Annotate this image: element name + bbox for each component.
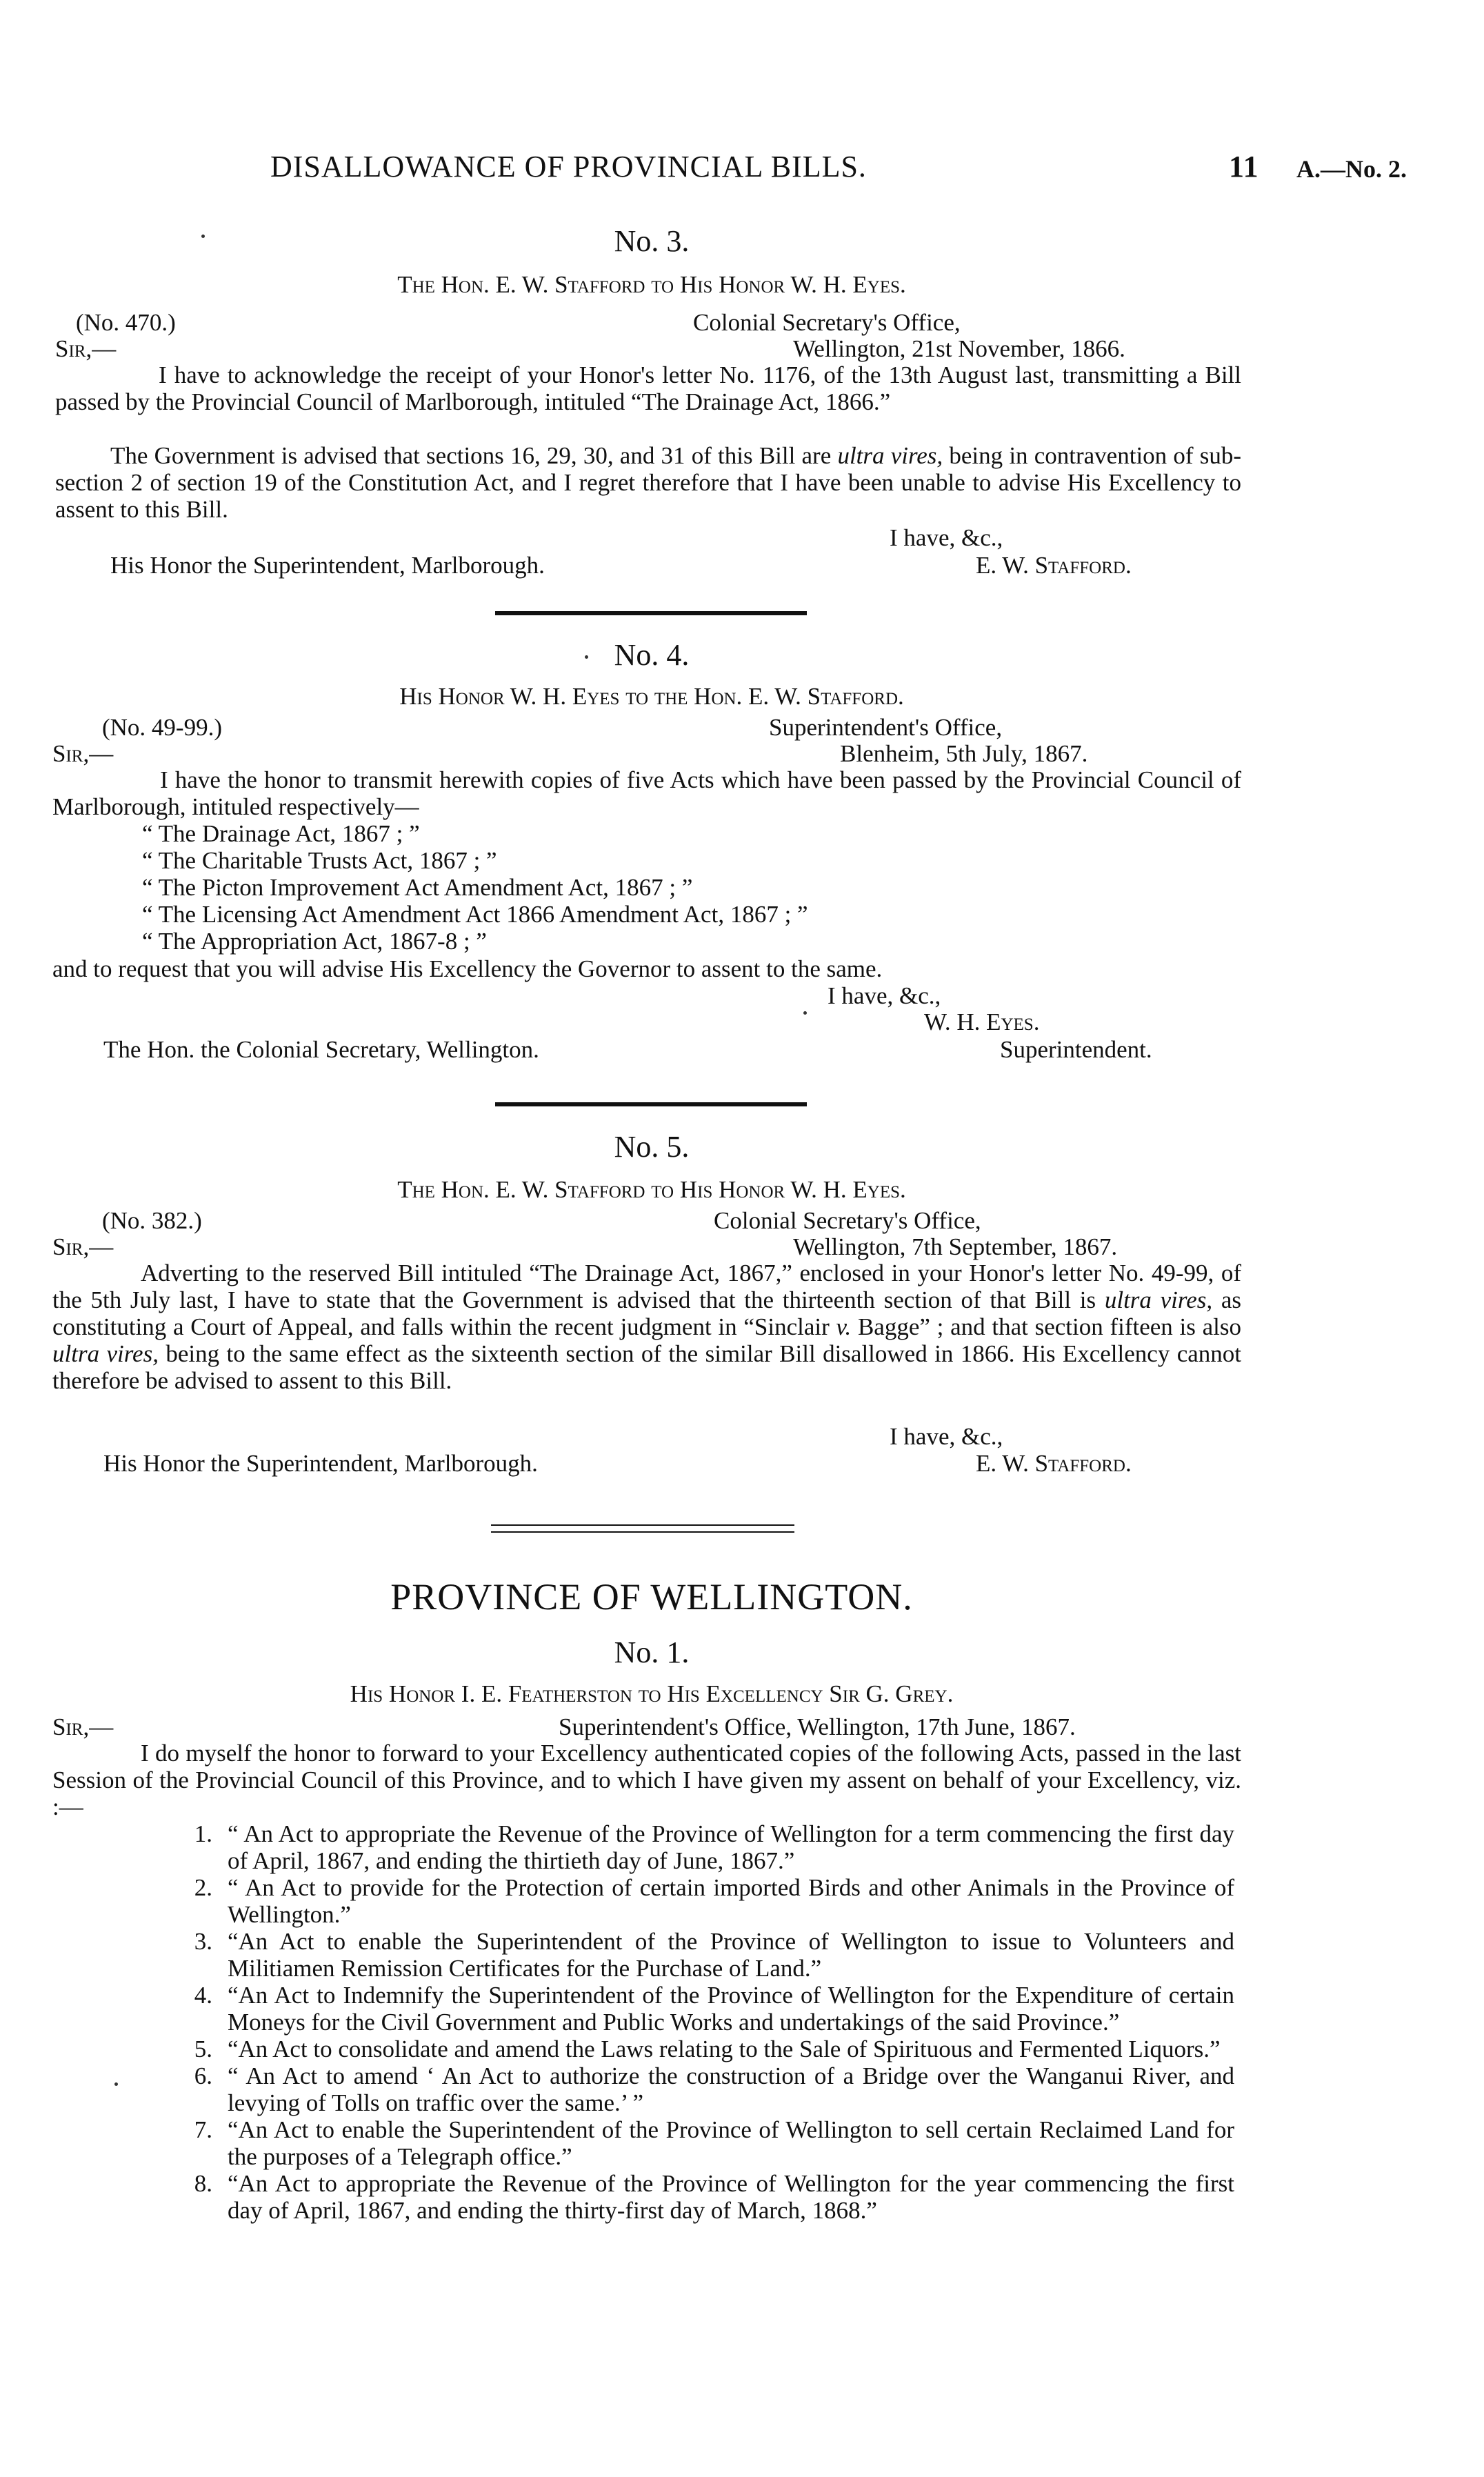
section-letter-paragraph-1: I do myself the honor to forward to your Excellency authenticated copies of the following Acts, passed in the last Session of the Provincial Council of this Province, and to which I have given my assent on behalf of your Excellency, viz. :— <box>52 1740 1241 1820</box>
section-letter-salutation: Sir,— <box>52 1713 114 1740</box>
list-item: 7. “An Act to enable the Superintendent of the Province of Wellington to sell certain Reclaimed Land for the purposes of a Telegraph office.” <box>194 2116 1234 2170</box>
letter-4-from-to: His Honor W. H. Eyes to the Hon. E. W. Stafford. <box>399 683 904 710</box>
acts-list <box>164 1820 1234 2224</box>
letter-4-act-3: “ The Picton Improvement Act Amendment Act, 1867 ; ” <box>142 874 693 901</box>
section-title: PROVINCE OF WELLINGTON. <box>390 1576 913 1618</box>
letter-4-paragraph-2: and to request that you will advise His Excellency the Governor to assent to the same. <box>52 955 883 982</box>
list-item: 6. “ An Act to amend ‘ An Act to authorize the construction of a Bridge over the Wanganui River, and levying of Tolls on traffic over the same.’ ” <box>194 2062 1234 2116</box>
letter-3-reference: (No. 470.) <box>76 309 176 336</box>
letter-4-addressee: The Hon. the Colonial Secretary, Wellington. <box>103 1036 539 1063</box>
letter-3-date: Wellington, 21st November, 1866. <box>793 335 1125 362</box>
double-rule-bottom <box>491 1531 794 1533</box>
list-item: 5. “An Act to consolidate and amend the Laws relating to the Sale of Spirituous and Fermented Liquors.” <box>194 2036 1221 2062</box>
double-rule-top <box>491 1524 794 1526</box>
letter-4-date: Blenheim, 5th July, 1867. <box>840 740 1088 767</box>
letter-4-closing: I have, &c., <box>828 982 941 1009</box>
letter-3-office: Colonial Secretary's Office, <box>693 309 961 336</box>
letter-5-heading: No. 5. <box>614 1130 690 1164</box>
letter-5-salutation: Sir,— <box>52 1233 114 1260</box>
letter-3-closing: I have, &c., <box>890 524 1003 551</box>
section-letter-from-to: His Honor I. E. Featherston to His Excellency Sir G. Grey. <box>350 1680 954 1707</box>
letter-3-salutation: Sir,— <box>55 335 117 362</box>
letter-5-addressee: His Honor the Superintendent, Marlborough. <box>103 1450 538 1477</box>
letter-5-office: Colonial Secretary's Office, <box>714 1207 981 1234</box>
letter-3-signature: E. W. Stafford. <box>976 552 1132 579</box>
letter-4-paragraph-1: I have the honor to transmit herewith copies of five Acts which have been passed by the Provincial Council of Marlborough, intituled respectively— <box>52 766 1241 820</box>
letter-4-title: Superintendent. <box>1000 1036 1152 1063</box>
running-title: DISALLOWANCE OF PROVINCIAL BILLS. <box>270 150 867 183</box>
letter-5-date: Wellington, 7th September, 1867. <box>793 1233 1118 1260</box>
print-speck <box>803 1011 807 1015</box>
letter-4-act-1: “ The Drainage Act, 1867 ; ” <box>142 820 420 847</box>
letter-3-from-to: The Hon. E. W. Stafford to His Honor W. H. Eyes. <box>397 271 906 298</box>
print-speck <box>585 655 588 659</box>
section-letter-heading: No. 1. <box>614 1635 690 1669</box>
letter-4-act-5: “ The Appropriation Act, 1867-8 ; ” <box>142 928 487 955</box>
list-item: 8. “An Act to appropriate the Revenue of the Province of Wellington for the year commencing the first day of April, 1867, and ending the thirty-first day of March, 1868.” <box>194 2170 1234 2224</box>
letter-4-office: Superintendent's Office, <box>769 714 1003 741</box>
letter-4-salutation: Sir,— <box>52 740 114 767</box>
section-rule <box>495 611 807 615</box>
letter-5-signature: E. W. Stafford. <box>976 1450 1132 1477</box>
letter-3-paragraph-2: The Government is advised that sections 16, 29, 30, and 31 of this Bill are ultra vires, being in contravention of sub-section 2 of section 19 of the Constitution Act, and I regret therefore that I have been unable to advise His Excellency to assent to this Bill. <box>55 442 1241 523</box>
letter-3-addressee: His Honor the Superintendent, Marlborough. <box>110 552 545 579</box>
letter-4-act-4: “ The Licensing Act Amendment Act 1866 Amendment Act, 1867 ; ” <box>142 901 808 928</box>
letter-4-heading: No. 4. <box>614 638 690 672</box>
letter-4-signature: W. H. Eyes. <box>924 1008 1040 1035</box>
letter-3-heading: No. 3. <box>614 224 690 258</box>
letter-5-closing: I have, &c., <box>890 1423 1003 1450</box>
list-item: 3. “An Act to enable the Superintendent of the Province of Wellington to issue to Volunteers and Militiamen Remission Certificates for the Purchase of Land.” <box>194 1928 1234 1982</box>
letter-5-from-to: The Hon. E. W. Stafford to His Honor W. H. Eyes. <box>397 1176 906 1203</box>
letter-3-paragraph-1: I have to acknowledge the receipt of your Honor's letter No. 1176, of the 13th August last, transmitting a Bill passed by the Provincial Council of Marlborough, intituled “The Drainage Act, 1866.” <box>55 361 1241 415</box>
page-number: 11 <box>1229 150 1259 183</box>
print-speck <box>201 235 205 238</box>
print-speck <box>114 2082 118 2086</box>
list-item: 2. “ An Act to provide for the Protection of certain imported Birds and other Animals in the Province of Wellington.” <box>194 1874 1234 1928</box>
section-rule <box>495 1102 807 1106</box>
letter-5-reference: (No. 382.) <box>102 1207 202 1234</box>
letter-5-paragraph-1: Adverting to the reserved Bill intituled “The Drainage Act, 1867,” enclosed in your Honor's letter No. 49-99, of the 5th July last, I have to state that the Government is advised that the thirteenth section of that Bill is ultra vires, as constituting a Court of Appeal, and falls within the recent judgment in “Sinclair v. Bagge” ; and that section fifteen is also ultra vires, being to the same effect as the sixteenth section of the similar Bill disallowed in 1866. His Excellency cannot therefore be advised to assent to this Bill. <box>52 1260 1242 1394</box>
letter-4-act-2: “ The Charitable Trusts Act, 1867 ; ” <box>142 847 497 874</box>
paper-reference: A.—No. 2. <box>1296 155 1407 183</box>
list-item: 4. “An Act to Indemnify the Superintendent of the Province of Wellington for the Expenditure of certain Moneys for the Civil Government and Public Works and undertakings of the said Province.” <box>194 1982 1234 2036</box>
section-letter-office-date: Superintendent's Office, Wellington, 17th June, 1867. <box>559 1713 1076 1740</box>
letter-4-reference: (No. 49-99.) <box>102 714 222 741</box>
list-item: 1. “ An Act to appropriate the Revenue of the Province of Wellington for a term commencing the first day of April, 1867, and ending the thirtieth day of June, 1867.” <box>194 1820 1234 1874</box>
